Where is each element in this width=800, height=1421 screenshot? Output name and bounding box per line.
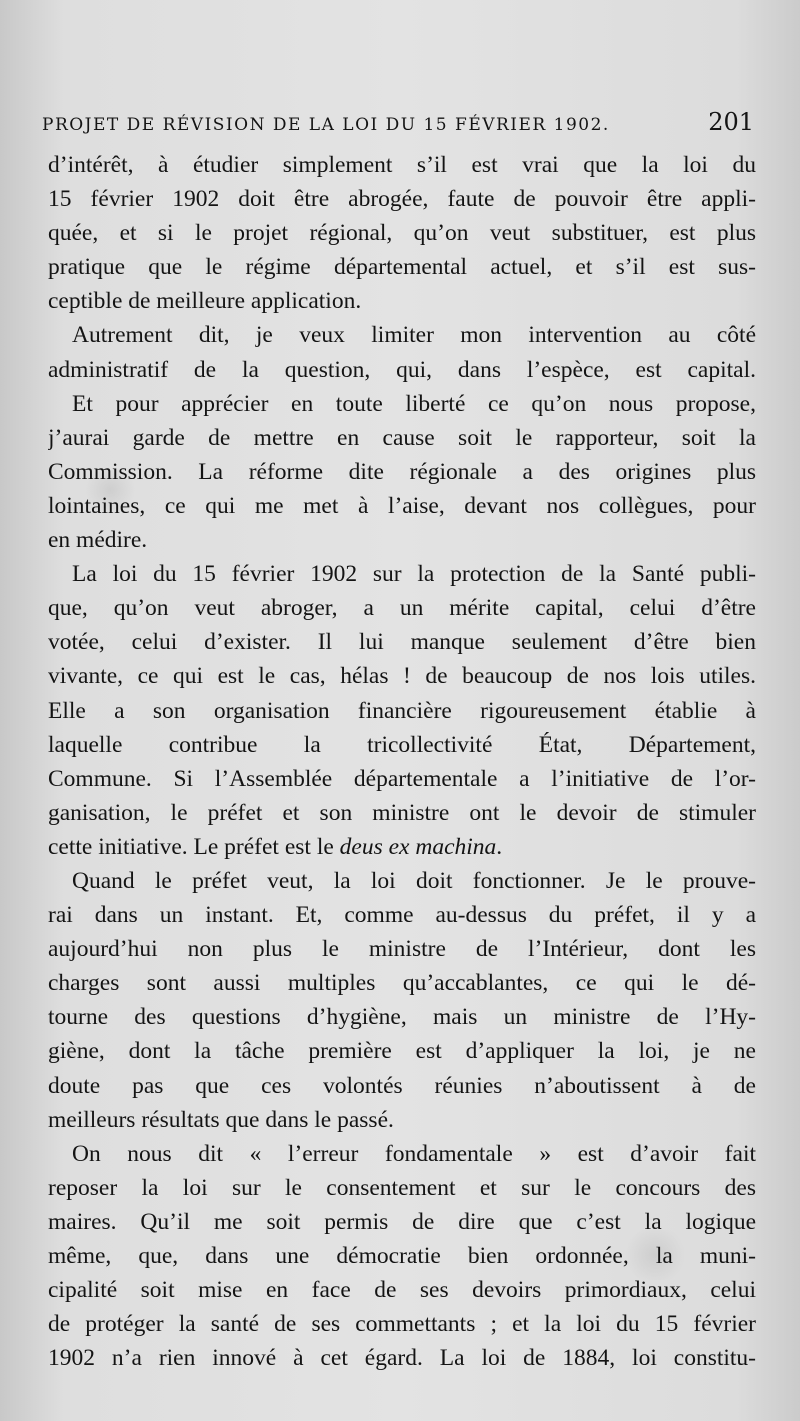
text-line: ceptible de meilleure application.	[48, 288, 362, 315]
text-line: Elle a son organisation financière rigoureusement établie à	[48, 697, 756, 724]
text-line: laquelle contribue la tricollectivité État, Département,	[48, 731, 756, 758]
text-line: rai dans un instant. Et, comme au-dessus du préfet, il y a	[48, 902, 756, 929]
text-line: Commission. La réforme dite régionale a des origines plus	[48, 458, 756, 485]
text-line: quée, et si le projet régional, qu’on veut substituer, est plus	[48, 220, 756, 247]
text-line: administratif de la question, qui, dans l’espèce, est capital.	[48, 356, 756, 383]
text-line: cipalité soit mise en face de ses devoirs primordiaux, celui	[48, 1277, 756, 1304]
text-line: votée, celui d’exister. Il lui manque seulement d’être bien	[48, 629, 756, 656]
text-line: maires. Qu’il me soit permis de dire que c’est la logique	[48, 1208, 756, 1235]
text-line: giène, dont la tâche première est d’appliquer la loi, je ne	[48, 1038, 756, 1065]
text-line: On nous dit « l’erreur fondamentale » est d’avoir fait	[72, 1140, 756, 1167]
text-line: meilleurs résultats que dans le passé.	[48, 1106, 394, 1133]
text-line: pratique que le régime départemental actuel, et s’il est sus-	[48, 254, 756, 281]
text-line	[48, 830, 756, 864]
text-line: d’intérêt, à étudier simplement s’il est vrai que la loi du	[48, 152, 756, 178]
text-line: j’aurai garde de mettre en cause soit le rapporteur, soit la	[48, 424, 756, 451]
text-line: lointaines, ce qui me met à l’aise, devant nos collègues, pour	[48, 492, 756, 519]
italic-suffix: .	[496, 833, 503, 860]
text-line: aujourd’hui non plus le ministre de l’Intérieur, dont les	[48, 936, 756, 963]
text-line: tourne des questions d’hygiène, mais un ministre de l’Hy-	[48, 1004, 756, 1031]
text-line: de protéger la santé de ses commettants ; et la loi du 15 février	[48, 1311, 756, 1338]
text-line: La loi du 15 février 1902 sur la protection de la Santé publi-	[72, 561, 756, 588]
text-line: même, que, dans une démocratie bien ordonnée, la muni-	[48, 1243, 756, 1269]
running-head: PROJET DE RÉVISION DE LA LOI DU 15 FÉVRIER 1902.	[42, 115, 610, 135]
body-text	[48, 148, 756, 1375]
text-line: charges sont aussi multiples qu’accablantes, ce qui le dé-	[48, 970, 756, 997]
text-line: 15 février 1902 doit être abrogée, faute de pouvoir être appli-	[48, 186, 756, 213]
page-number: 201	[708, 108, 754, 136]
text-line: Et pour apprécier en toute liberté ce qu’on nous propose,	[72, 390, 756, 417]
text-line: doute pas que ces volontés réunies n’aboutissent à de	[48, 1072, 756, 1099]
text-line: vivante, ce qui est le cas, hélas ! de beaucoup de nos lois utiles.	[48, 663, 756, 690]
text-line: reposer la loi sur le consentement et sur le concours des	[48, 1174, 756, 1201]
text-line: en médire.	[48, 527, 148, 554]
text-line: Autrement dit, je veux limiter mon intervention au côté	[72, 322, 756, 349]
page-header	[42, 108, 754, 142]
text-line: ganisation, le préfet et son ministre ont le devoir de stimuler	[48, 799, 756, 826]
italic-phrase: deus ex machina	[339, 833, 497, 860]
text-line: Quand le préfet veut, la loi doit fonctionner. Je le prouve-	[72, 867, 756, 894]
text-line: 1902 n’a rien innové à cet égard. La loi de 1884, loi constitu-	[48, 1345, 756, 1372]
text-line: Commune. Si l’Assemblée départementale a l’initiative de l’or-	[48, 765, 756, 792]
text-line-start: cette initiative. Le préfet est le	[48, 833, 340, 860]
text-line: que, qu’on veut abroger, a un mérite capital, celui d’être	[48, 595, 756, 622]
